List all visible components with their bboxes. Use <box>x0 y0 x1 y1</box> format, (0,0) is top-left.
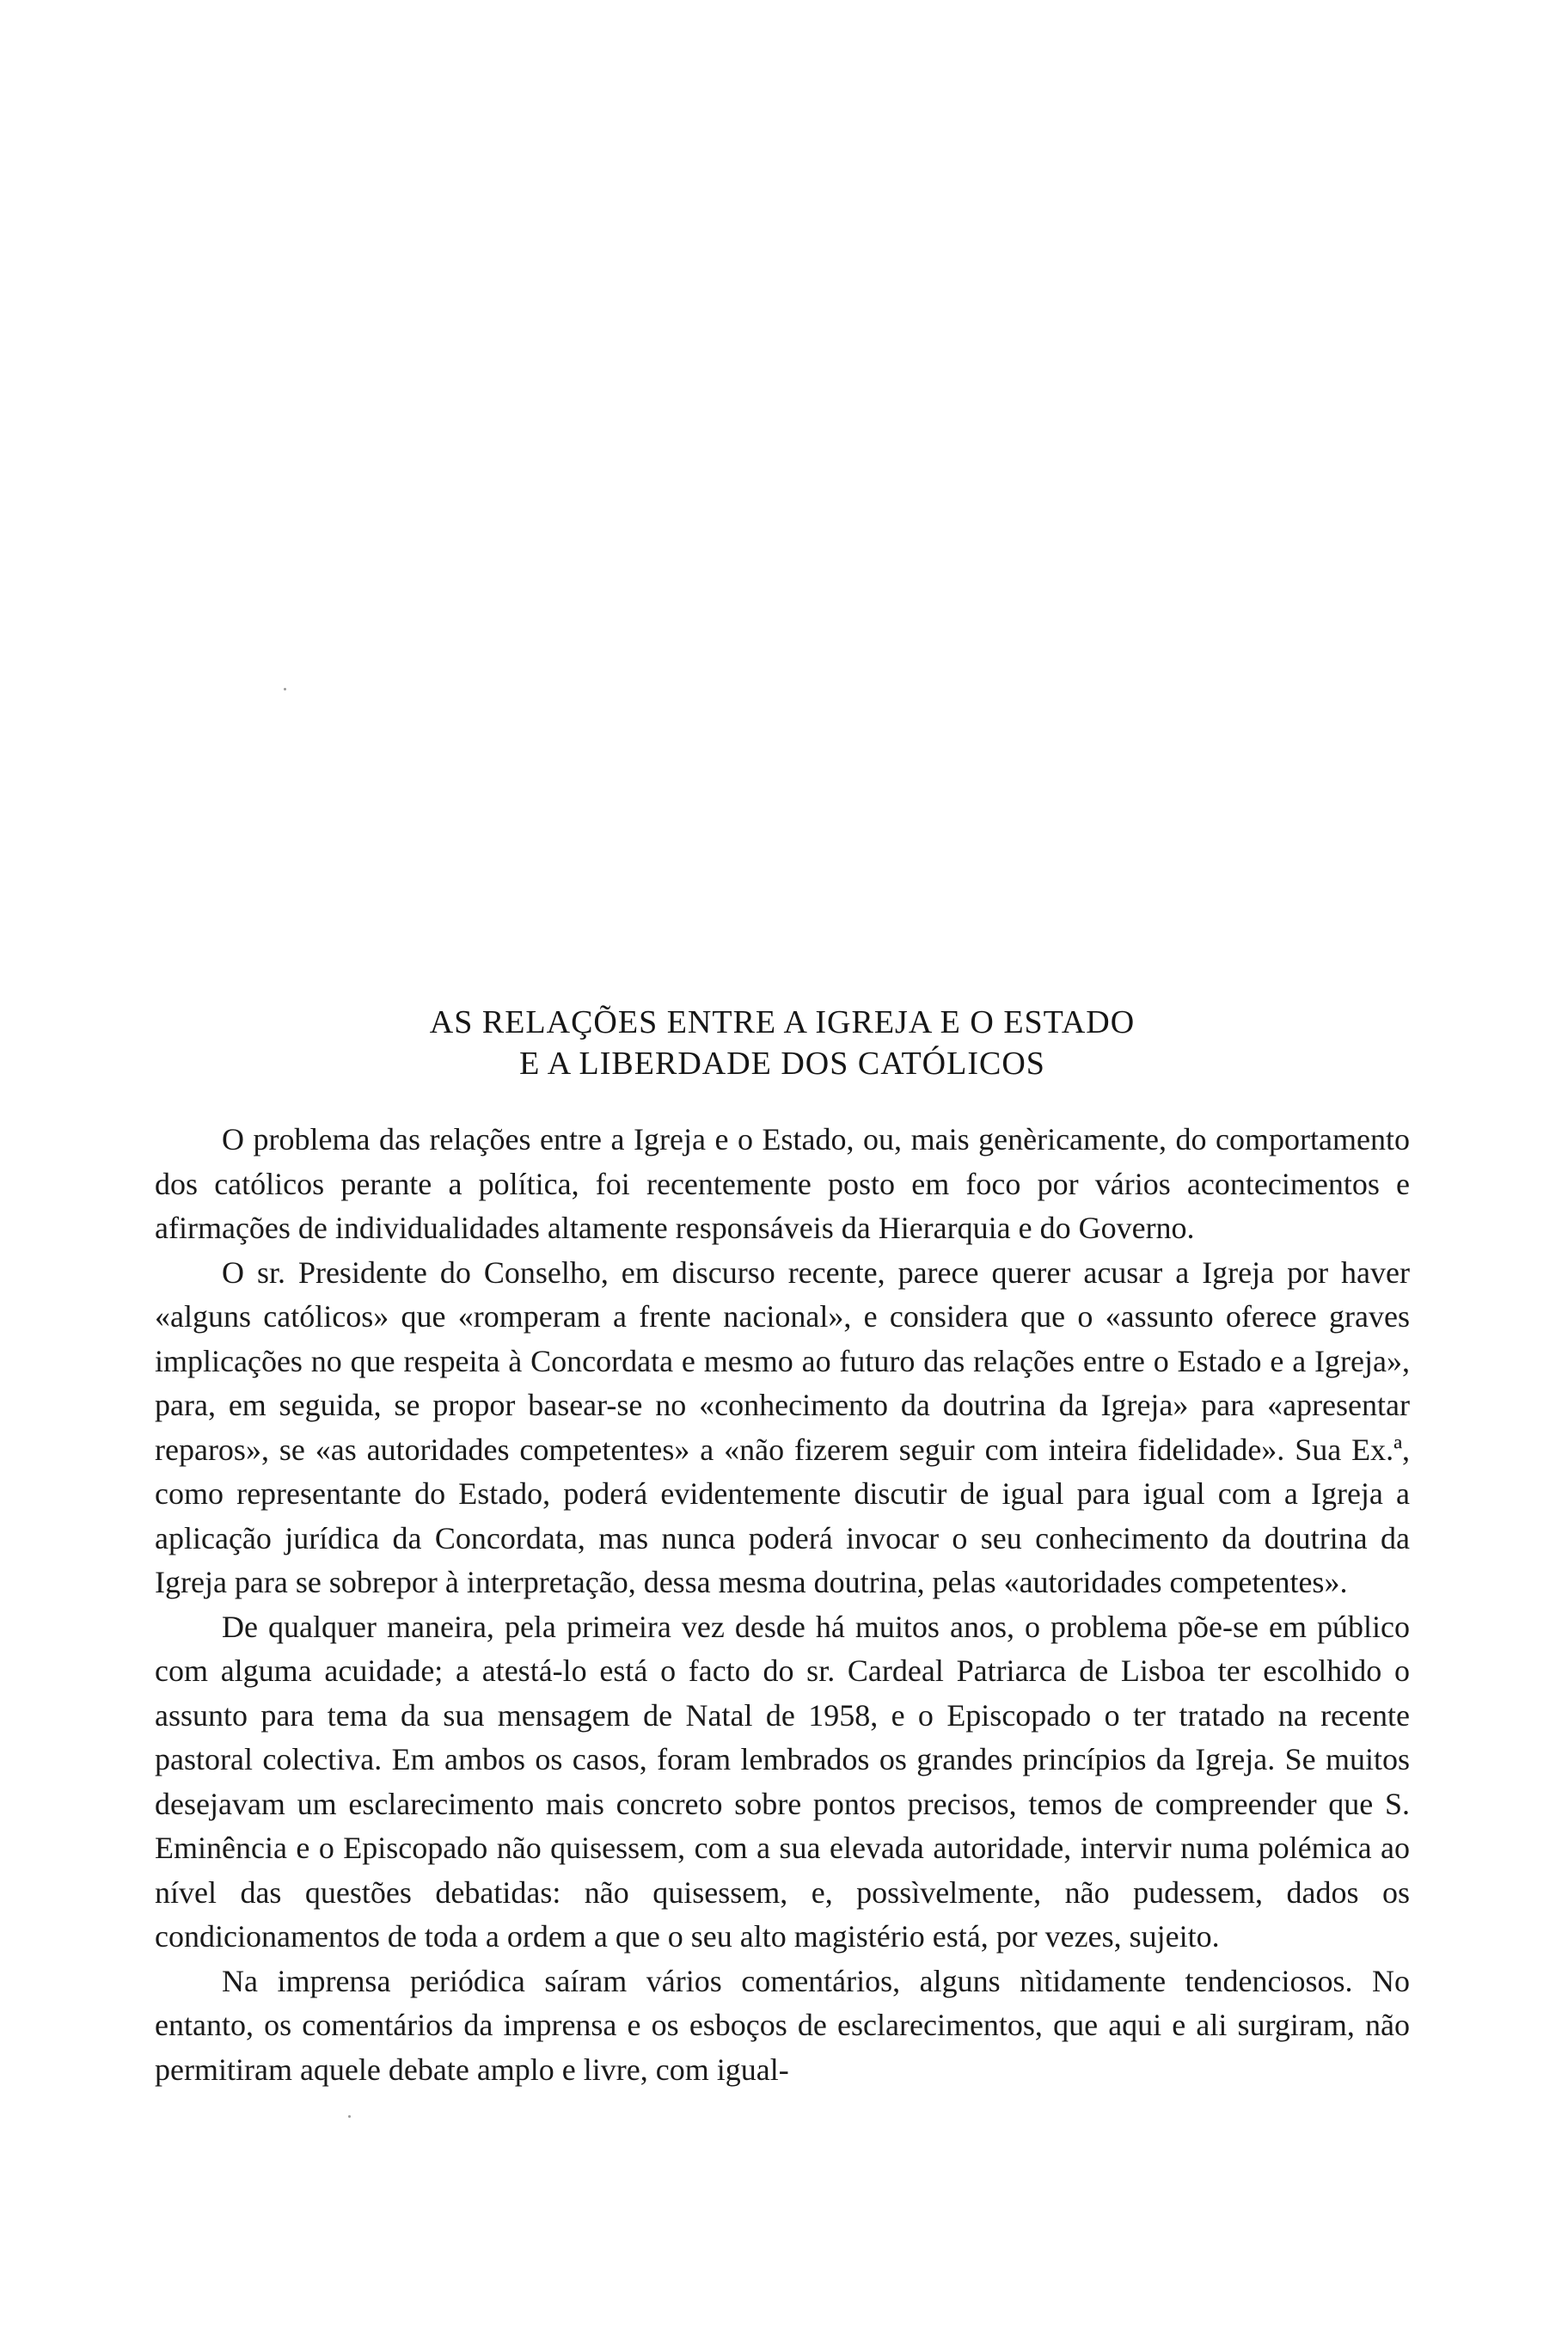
title-line-1: AS RELAÇÕES ENTRE A IGREJA E O ESTADO <box>429 1004 1136 1040</box>
title-line-2: E A LIBERDADE DOS CATÓLICOS <box>519 1046 1045 1082</box>
paragraph-3: De qualquer maneira, pela primeira vez desde há muitos anos, o problema põe-se em público com alguma acuidade; a atestá-lo está o facto do sr. Cardeal Patriarca de Lisboa ter escolhido o assunto para tema da sua mensagem de Natal de 1958, e o Episcopado o ter tratado na recente pastoral colectiva. Em ambos os casos, foram lembrados os grandes princípios da Igreja. Se muitos desejavam um esclarecimento mais concreto sobre pontos precisos, temos de compreender que S. Eminência e o Episcopado não quisessem, com a sua elevada autoridade, intervir numa polémica ao nível das questões debatidas: não quisessem, e, possìvelmente, não pudessem, dados os condicionamentos de toda a ordem a que o seu alto magistério está, por vezes, sujeito. <box>155 1609 1410 1954</box>
paragraph-2: O sr. Presidente do Conselho, em discurso recente, parece querer acusar a Igreja por haver «alguns católicos» que «romperam a frente nacional», e considera que o «assunto oferece graves implicações no que respeita à Concordata e mesmo ao futuro das relações entre o Estado e a Igreja», para, em seguida, se propor basear-se no «conhecimento da doutrina da Igreja» para «apresentar reparos», se «as autoridades competentes» a «não fizerem seguir com inteira fidelidade». Sua Ex.ª, como representante do Estado, poderá evidentemente discutir de igual para igual com a Igreja a aplicação jurídica da Concordata, mas nunca poderá invocar o seu conhecimento da doutrina da Igreja para se sobrepor à interpretação, dessa mesma doutrina, pelas «autoridades competentes». <box>155 1255 1410 1599</box>
scan-speck <box>348 2115 351 2118</box>
article-title <box>155 1002 1410 1084</box>
paragraph-4: Na imprensa periódica saíram vários comentários, alguns nìtidamente tendenciosos. No entanto, os comentários da imprensa e os esboços de esclarecimentos, que aqui e ali surgiram, não permitiram aquele debate amplo e livre, com igual- <box>155 1963 1410 2087</box>
article-body <box>155 1118 1410 2092</box>
paragraph-1: O problema das relações entre a Igreja e o Estado, ou, mais genèricamente, do comportamento dos católicos perante a política, foi recentemente posto em foco por vários acontecimentos e afirmações de individualidades altamente responsáveis da Hierarquia e do Governo. <box>155 1122 1410 1245</box>
scan-speck <box>284 688 286 690</box>
